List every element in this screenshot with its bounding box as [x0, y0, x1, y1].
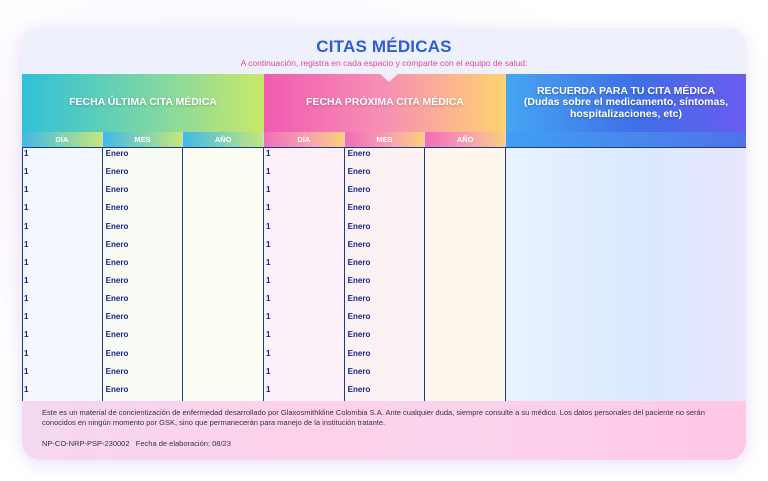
table-row	[22, 238, 746, 256]
month-next-select[interactable]: Enero	[345, 274, 426, 292]
table-row	[22, 147, 746, 165]
month-next-select[interactable]: Enero	[345, 220, 426, 238]
table-row	[22, 292, 746, 310]
month-last-select[interactable]: Enero	[103, 238, 184, 256]
month-last-select[interactable]: Enero	[103, 328, 184, 346]
year-next-cell[interactable]	[425, 147, 506, 165]
day-next-cell[interactable]: 1	[264, 256, 345, 274]
month-next-select[interactable]: Enero	[345, 365, 426, 383]
day-last-cell[interactable]: 1	[22, 165, 103, 183]
document-code	[42, 439, 231, 448]
notes-cell[interactable]	[506, 220, 746, 238]
notes-cell[interactable]	[506, 165, 746, 183]
day-next-cell[interactable]: 1	[264, 238, 345, 256]
month-last-select[interactable]: Enero	[103, 183, 184, 201]
day-last-cell[interactable]: 1	[22, 365, 103, 383]
year-next-cell[interactable]	[425, 347, 506, 365]
year-last-cell[interactable]	[183, 365, 264, 383]
day-next-cell[interactable]: 1	[264, 201, 345, 219]
month-last-select[interactable]: Enero	[103, 365, 184, 383]
month-next-select[interactable]: Enero	[345, 383, 426, 401]
month-next-select[interactable]: Enero	[345, 256, 426, 274]
year-next-cell[interactable]	[425, 256, 506, 274]
year-next-cell[interactable]	[425, 292, 506, 310]
year-last-cell[interactable]	[183, 274, 264, 292]
month-next-select[interactable]: Enero	[345, 238, 426, 256]
notes-cell[interactable]	[506, 365, 746, 383]
remember-detail: (Dudas sobre el medicamento, síntomas, hospitalizaciones, etc)	[523, 96, 729, 120]
card-header	[22, 28, 746, 74]
year-next-cell[interactable]	[425, 165, 506, 183]
day-next-cell[interactable]: 1	[264, 220, 345, 238]
year-next-cell[interactable]	[425, 238, 506, 256]
day-next-cell[interactable]: 1	[264, 292, 345, 310]
header-notch	[379, 73, 399, 82]
table-row	[22, 328, 746, 346]
day-next-cell[interactable]: 1	[264, 383, 345, 401]
month-next-select[interactable]: Enero	[345, 201, 426, 219]
subheader-day-next: DÍA	[264, 132, 345, 147]
year-last-cell[interactable]	[183, 383, 264, 401]
day-last-cell[interactable]: 1	[22, 256, 103, 274]
table-row	[22, 347, 746, 365]
notes-cell[interactable]	[506, 238, 746, 256]
subheader-month-next: MES	[345, 132, 426, 147]
day-next-cell[interactable]: 1	[264, 347, 345, 365]
month-last-select[interactable]: Enero	[103, 201, 184, 219]
notes-cell[interactable]	[506, 183, 746, 201]
notes-cell[interactable]	[506, 147, 746, 165]
table-row	[22, 256, 746, 274]
day-last-cell[interactable]: 1	[22, 147, 103, 165]
month-next-select[interactable]: Enero	[345, 183, 426, 201]
day-last-cell[interactable]: 1	[22, 383, 103, 401]
year-last-cell[interactable]	[183, 238, 264, 256]
month-last-select[interactable]: Enero	[103, 256, 184, 274]
month-last-select[interactable]: Enero	[103, 292, 184, 310]
year-next-cell[interactable]	[425, 365, 506, 383]
year-next-cell[interactable]	[425, 201, 506, 219]
day-last-cell[interactable]: 1	[22, 292, 103, 310]
last-visit-header: FECHA ÚLTIMA CITA MÉDICA	[22, 74, 264, 132]
table-row	[22, 274, 746, 292]
month-next-select[interactable]: Enero	[345, 347, 426, 365]
month-last-select[interactable]: Enero	[103, 347, 184, 365]
notes-cell[interactable]	[506, 328, 746, 346]
page-subtitle: A continuación, registra en cada espacio y comparte con el equipo de salud:	[240, 58, 528, 68]
subheader-year-last: AÑO	[183, 132, 264, 147]
table-row	[22, 165, 746, 183]
month-last-select[interactable]: Enero	[103, 165, 184, 183]
year-next-cell[interactable]	[425, 274, 506, 292]
day-next-cell[interactable]: 1	[264, 310, 345, 328]
notes-cell[interactable]	[506, 383, 746, 401]
year-last-cell[interactable]	[183, 292, 264, 310]
page-title: CITAS MÉDICAS	[316, 37, 452, 56]
year-last-cell[interactable]	[183, 328, 264, 346]
day-last-cell[interactable]: 1	[22, 238, 103, 256]
table-row	[22, 310, 746, 328]
month-next-select[interactable]: Enero	[345, 328, 426, 346]
day-next-cell[interactable]: 1	[264, 274, 345, 292]
day-last-cell[interactable]: 1	[22, 310, 103, 328]
month-last-select[interactable]: Enero	[103, 383, 184, 401]
month-last-select[interactable]: Enero	[103, 274, 184, 292]
subheader-month-last: MES	[103, 132, 184, 147]
medical-appointments-card	[22, 28, 746, 460]
year-next-cell[interactable]	[425, 328, 506, 346]
month-last-select[interactable]: Enero	[103, 310, 184, 328]
subheader-notes-blank	[506, 132, 746, 147]
month-next-select[interactable]: Enero	[345, 165, 426, 183]
notes-cell[interactable]	[506, 292, 746, 310]
day-last-cell[interactable]: 1	[22, 328, 103, 346]
year-last-cell[interactable]	[183, 183, 264, 201]
month-next-select[interactable]: Enero	[345, 310, 426, 328]
remember-header	[506, 74, 746, 132]
year-last-cell[interactable]	[183, 147, 264, 165]
year-last-cell[interactable]	[183, 310, 264, 328]
notes-cell[interactable]	[506, 201, 746, 219]
day-next-cell[interactable]: 1	[264, 183, 345, 201]
year-last-cell[interactable]	[183, 347, 264, 365]
day-next-cell[interactable]: 1	[264, 328, 345, 346]
table-row	[22, 383, 746, 401]
day-next-cell[interactable]: 1	[264, 165, 345, 183]
elaboration-date: Fecha de elaboración: 08/23	[135, 439, 231, 448]
day-last-cell[interactable]: 1	[22, 347, 103, 365]
disclaimer-text: Este es un material de concientización de enfermedad desarrollado por Glaxosmithkline Colombia S.A. Ante cualquier duda, siempre consulte a su médico. Los datos personales del paciente no serán conocidos en ningún momento por GSK, sino que permanecerán para manejo de la institución tratante.	[42, 408, 705, 428]
table-row	[22, 201, 746, 219]
date-subheader-row	[22, 132, 746, 147]
year-last-cell[interactable]	[183, 201, 264, 219]
year-last-cell[interactable]	[183, 220, 264, 238]
remember-title: RECUERDA PARA TU CITA MÉDICA	[536, 84, 716, 97]
subheader-day-last: DÍA	[22, 132, 103, 147]
notes-cell[interactable]	[506, 347, 746, 365]
year-last-cell[interactable]	[183, 165, 264, 183]
table-row	[22, 365, 746, 383]
table-row	[22, 220, 746, 238]
month-next-select[interactable]: Enero	[345, 292, 426, 310]
month-last-select[interactable]: Enero	[103, 220, 184, 238]
day-last-cell[interactable]: 1	[22, 183, 103, 201]
month-last-select[interactable]: Enero	[103, 147, 184, 165]
reference-code: NP-CO-NRP-PSP-230002	[42, 439, 130, 448]
appointments-table	[22, 147, 746, 401]
day-last-cell[interactable]: 1	[22, 201, 103, 219]
year-next-cell[interactable]	[425, 310, 506, 328]
table-row	[22, 183, 746, 201]
year-next-cell[interactable]	[425, 220, 506, 238]
year-next-cell[interactable]	[425, 183, 506, 201]
notes-cell[interactable]	[506, 310, 746, 328]
year-last-cell[interactable]	[183, 256, 264, 274]
day-next-cell[interactable]: 1	[264, 147, 345, 165]
subheader-year-next: AÑO	[425, 132, 506, 147]
notes-cell[interactable]	[506, 256, 746, 274]
day-next-cell[interactable]: 1	[264, 365, 345, 383]
day-last-cell[interactable]: 1	[22, 274, 103, 292]
day-last-cell[interactable]: 1	[22, 220, 103, 238]
next-visit-header: FECHA PRÓXIMA CITA MÉDICA	[264, 74, 506, 132]
month-next-select[interactable]: Enero	[345, 147, 426, 165]
year-next-cell[interactable]	[425, 383, 506, 401]
notes-cell[interactable]	[506, 274, 746, 292]
